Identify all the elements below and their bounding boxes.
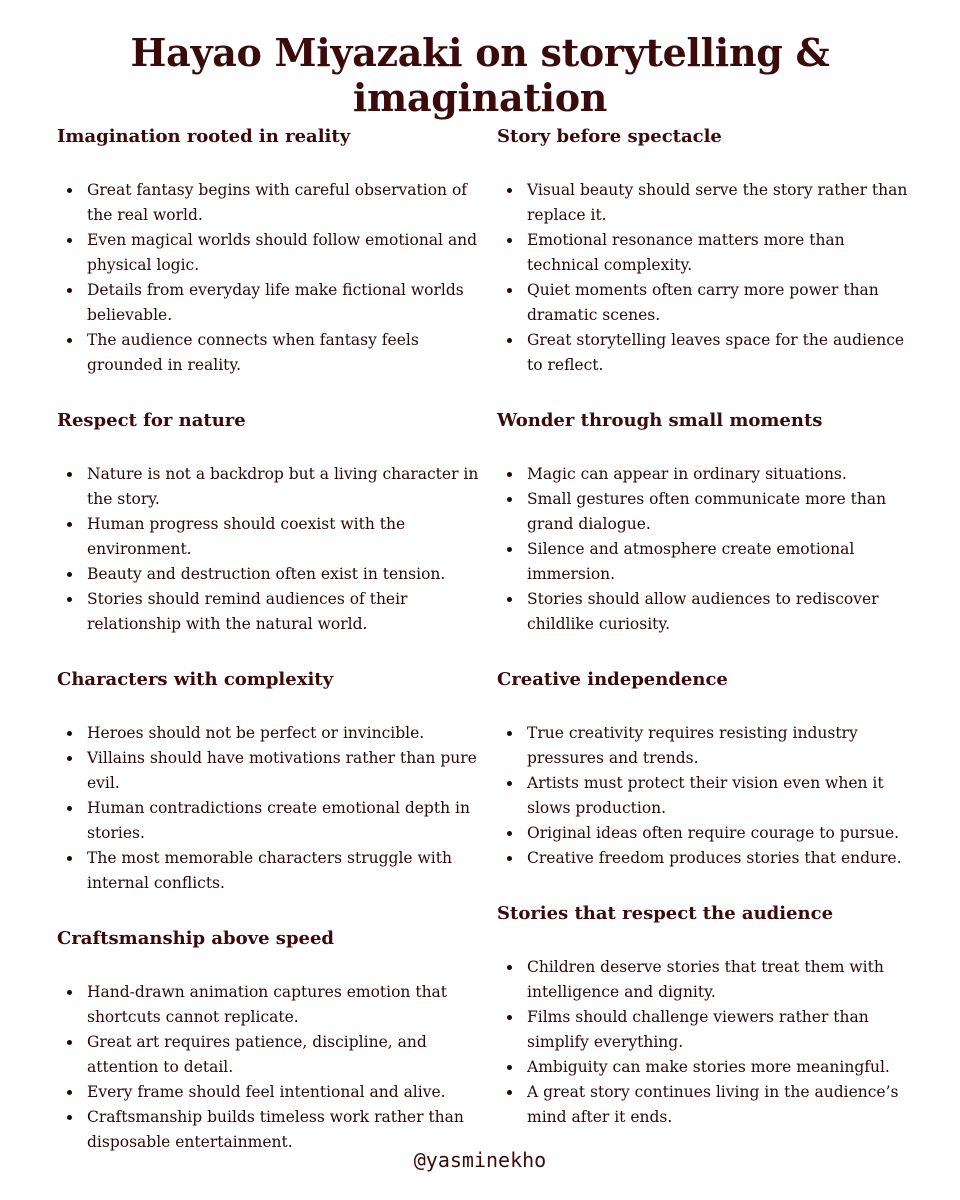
- list-item-text: Nature is not a backdrop but a living character in the story.: [87, 465, 479, 508]
- list-item-text: Creative freedom produces stories that endure.: [527, 849, 902, 867]
- section-heading: Stories that respect the audience: [497, 903, 834, 924]
- bullet-icon: [67, 806, 72, 811]
- list-item-text: The audience connects when fantasy feels grounded in reality.: [87, 331, 419, 374]
- list-item-text: Even magical worlds should follow emotional and physical logic.: [87, 231, 478, 274]
- list-item-text: Hand-drawn animation captures emotion that shortcuts cannot replicate.: [87, 983, 448, 1026]
- bullet-icon: [507, 781, 512, 786]
- section-heading: Wonder through small moments: [497, 410, 823, 431]
- bullet-icon: [507, 1065, 512, 1070]
- list-item: [527, 587, 927, 637]
- list-item-text: Craftsmanship builds timeless work rather than disposable entertainment.: [87, 1108, 464, 1151]
- list-item: [527, 821, 927, 846]
- bullet-icon: [507, 472, 512, 477]
- list-item-text: Children deserve stories that treat them with intelligence and dignity.: [527, 958, 884, 1001]
- list-item-text: Great art requires patience, discipline, and attention to detail.: [87, 1033, 427, 1076]
- author-handle: @yasminekho: [413, 1148, 547, 1172]
- section-heading: Characters with complexity: [57, 669, 334, 690]
- list-item-text: Films should challenge viewers rather than simplify everything.: [527, 1008, 869, 1051]
- list-item-text: Magic can appear in ordinary situations.: [527, 465, 847, 483]
- bullet-list: [497, 955, 927, 1130]
- bullet-list: [497, 178, 927, 378]
- list-item-text: Human progress should coexist with the environment.: [87, 515, 406, 558]
- bullet-icon: [67, 522, 72, 527]
- list-item: [87, 462, 487, 512]
- list-item: [527, 955, 927, 1005]
- section-heading: Creative independence: [497, 669, 728, 690]
- left-column: [57, 124, 487, 1185]
- list-item-text: Artists must protect their vision even when it slows production.: [527, 774, 884, 817]
- list-item: [527, 537, 927, 587]
- list-item: [527, 1055, 927, 1080]
- bullet-icon: [507, 856, 512, 861]
- bullet-list: [497, 721, 927, 871]
- bullet-icon: [67, 572, 72, 577]
- section-left-column-2: [57, 667, 487, 896]
- bullet-icon: [67, 188, 72, 193]
- section-right-column-2: [497, 667, 927, 871]
- list-item-text: Villains should have motivations rather than pure evil.: [87, 749, 477, 792]
- bullet-icon: [507, 1090, 512, 1095]
- bullet-list: [57, 178, 487, 378]
- bullet-icon: [507, 288, 512, 293]
- list-item: [527, 771, 927, 821]
- list-item-text: Ambiguity can make stories more meaningful.: [527, 1058, 890, 1076]
- list-item: [87, 328, 487, 378]
- list-item-text: Every frame should feel intentional and alive.: [87, 1083, 446, 1101]
- section-right-column-1: [497, 408, 927, 637]
- list-item-text: Human contradictions create emotional depth in stories.: [87, 799, 470, 842]
- list-item: [87, 587, 487, 637]
- list-item-text: Silence and atmosphere create emotional immersion.: [527, 540, 855, 583]
- list-item-text: Quiet moments often carry more power than dramatic scenes.: [527, 281, 879, 324]
- right-column: [497, 124, 927, 1160]
- section-heading: Craftsmanship above speed: [57, 928, 335, 949]
- bullet-icon: [67, 1115, 72, 1120]
- section-heading: Story before spectacle: [497, 126, 722, 147]
- section-right-column-3: [497, 901, 927, 1130]
- list-item: [527, 1005, 927, 1055]
- list-item: [87, 1080, 487, 1105]
- list-item: [87, 512, 487, 562]
- list-item-text: A great story continues living in the audience’s mind after it ends.: [527, 1083, 899, 1126]
- list-item: [527, 487, 927, 537]
- list-item-text: Details from everyday life make fictional worlds believable.: [87, 281, 464, 324]
- section-left-column-0: [57, 124, 487, 378]
- bullet-icon: [67, 731, 72, 736]
- bullet-icon: [507, 731, 512, 736]
- section-heading: Imagination rooted in reality: [57, 126, 351, 147]
- list-item: [87, 796, 487, 846]
- list-item: [87, 562, 487, 587]
- bullet-icon: [67, 856, 72, 861]
- list-item-text: Stories should allow audiences to rediscover childlike curiosity.: [527, 590, 879, 633]
- section-heading: Respect for nature: [57, 410, 246, 431]
- bullet-icon: [507, 238, 512, 243]
- page-title: Hayao Miyazaki on storytelling & imagination: [130, 30, 830, 120]
- bullet-icon: [507, 597, 512, 602]
- bullet-icon: [67, 338, 72, 343]
- list-item: [527, 228, 927, 278]
- section-left-column-3: [57, 926, 487, 1155]
- list-item: [527, 462, 927, 487]
- list-item-text: Beauty and destruction often exist in tension.: [87, 565, 446, 583]
- bullet-icon: [507, 1015, 512, 1020]
- bullet-icon: [67, 756, 72, 761]
- bullet-icon: [67, 288, 72, 293]
- list-item: [87, 721, 487, 746]
- bullet-icon: [67, 597, 72, 602]
- list-item-text: Heroes should not be perfect or invincible.: [87, 724, 425, 742]
- bullet-icon: [67, 238, 72, 243]
- bullet-icon: [507, 547, 512, 552]
- list-item: [87, 980, 487, 1030]
- bullet-icon: [507, 338, 512, 343]
- bullet-icon: [67, 1040, 72, 1045]
- list-item: [87, 746, 487, 796]
- list-item-text: Emotional resonance matters more than technical complexity.: [527, 231, 845, 274]
- list-item: [527, 278, 927, 328]
- list-item: [87, 846, 487, 896]
- list-item: [87, 228, 487, 278]
- bullet-list: [57, 462, 487, 637]
- list-item-text: True creativity requires resisting industry pressures and trends.: [527, 724, 858, 767]
- list-item-text: Original ideas often require courage to pursue.: [527, 824, 900, 842]
- section-right-column-0: [497, 124, 927, 378]
- list-item-text: Stories should remind audiences of their relationship with the natural world.: [87, 590, 408, 633]
- bullet-icon: [67, 1090, 72, 1095]
- list-item-text: The most memorable characters struggle with internal conflicts.: [87, 849, 452, 892]
- list-item-text: Great storytelling leaves space for the audience to reflect.: [527, 331, 905, 374]
- bullet-icon: [67, 990, 72, 995]
- list-item: [527, 1080, 927, 1130]
- bullet-icon: [507, 965, 512, 970]
- bullet-icon: [507, 497, 512, 502]
- bullet-icon: [507, 831, 512, 836]
- bullet-list: [497, 462, 927, 637]
- list-item: [87, 178, 487, 228]
- bullet-icon: [67, 472, 72, 477]
- list-item: [87, 278, 487, 328]
- list-item-text: Visual beauty should serve the story rather than replace it.: [527, 181, 908, 224]
- bullet-list: [57, 980, 487, 1155]
- bullet-icon: [507, 188, 512, 193]
- list-item: [527, 328, 927, 378]
- list-item-text: Great fantasy begins with careful observation of the real world.: [87, 181, 468, 224]
- list-item: [527, 846, 927, 871]
- list-item: [527, 721, 927, 771]
- section-left-column-1: [57, 408, 487, 637]
- list-item: [527, 178, 927, 228]
- list-item: [87, 1030, 487, 1080]
- bullet-list: [57, 721, 487, 896]
- list-item-text: Small gestures often communicate more than grand dialogue.: [527, 490, 887, 533]
